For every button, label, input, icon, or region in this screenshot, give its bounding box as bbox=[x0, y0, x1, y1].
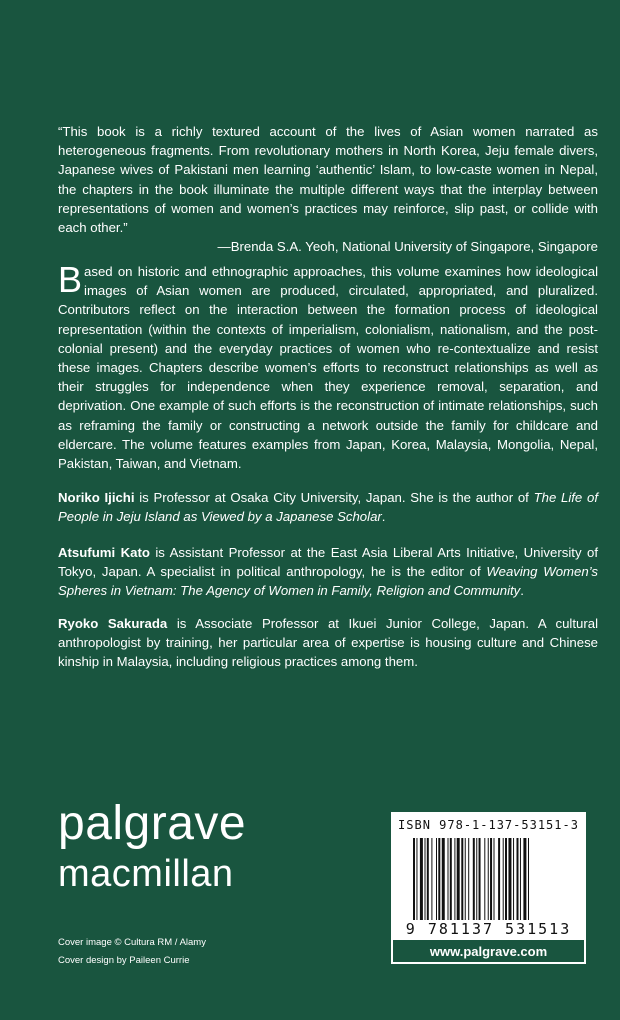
cover-image-credit: Cover image © Cultura RM / Alamy bbox=[58, 937, 206, 948]
barcode-panel bbox=[391, 812, 586, 964]
isbn-label: ISBN 978-1-137-53151-3 bbox=[398, 818, 579, 832]
author-bio bbox=[58, 543, 598, 601]
bio-end: . bbox=[520, 583, 524, 599]
book-description bbox=[58, 259, 598, 473]
publisher-logo-line2: macmillan bbox=[58, 853, 234, 895]
author-name: Atsufumi Kato bbox=[58, 545, 150, 560]
bio-text: is Assistant Professor at the East Asia Liberal Arts Initiative, University of Tokyo, Japan. A specialist in political anthropology, he is the editor of bbox=[58, 545, 598, 580]
author-bio bbox=[58, 488, 598, 526]
bio-text: is Professor at Osaka City University, Japan. She is the author of bbox=[134, 490, 534, 505]
quote-attribution: —Brenda S.A. Yeoh, National University of Singapore, Singapore bbox=[217, 239, 598, 255]
author-name: Ryoko Sakurada bbox=[58, 616, 168, 631]
cover-design-credit: Cover design by Paileen Currie bbox=[58, 955, 190, 966]
endorsement-quote bbox=[58, 122, 598, 256]
publisher-url: www.palgrave.com bbox=[429, 944, 548, 959]
bio-end: . bbox=[381, 509, 386, 525]
barcode-digits: 9 781137 531513 bbox=[405, 920, 572, 938]
barcode-icon bbox=[413, 838, 564, 920]
book-title: Weaving Women’s Spheres in Vietnam: The Agency of Women in Family, Religion and Community bbox=[58, 564, 598, 599]
publisher-url-bar bbox=[391, 938, 586, 964]
bio-text: is Associate Professor at Ikuei Junior College, Japan. A cultural anthropologist by training, her particular area of expertise is housing culture and Chinese kinship in Malaysia, including religious practices among them. bbox=[58, 616, 598, 670]
drop-cap: B bbox=[58, 259, 83, 300]
quote-text: “This book is a richly textured account of the lives of Asian women narrated as heterogeneous fragments. From revolutionary mothers in North Korea, Jeju female divers, Japanese wives of Pakistani men learning ‘authentic’ Islam, to low-caste women in Nepal, the chapters in the book illuminate the multiple different ways that the interplay between representations of women and women’s practices may reinforce, slip past, or collide with each other.” bbox=[58, 124, 598, 236]
description-text: ased on historic and ethnographic approaches, this volume examines how ideological images of Asian women are produced, circulated, appropriated, and pluralized. Contributors reflect on the interaction between the formation process of ideological representation (within the contexts of imperialism, colonialism, nationalism, and the post-colonial present) and the everyday practices of women who re-contextualize and resist these images. Chapters describe women’s efforts to reconstruct relationships as well as their struggles for independence when they experience removal, separation, and deprivation. One example of such efforts is the reconstruction of intimate relationships, such as reframing the family or constructing a network outside the family for childcare and eldercare. The volume features examples from Japan, Korea, Malaysia, Mongolia, Nepal, Pakistan, Taiwan, and Vietnam. bbox=[58, 264, 598, 472]
book-title: The Life of People in Jeju Island as Viewed by a Japanese Scholar bbox=[58, 490, 598, 525]
author-bio bbox=[58, 614, 598, 672]
publisher-logo-line1: palgrave bbox=[58, 797, 247, 850]
author-name: Noriko Ijichi bbox=[58, 490, 135, 505]
